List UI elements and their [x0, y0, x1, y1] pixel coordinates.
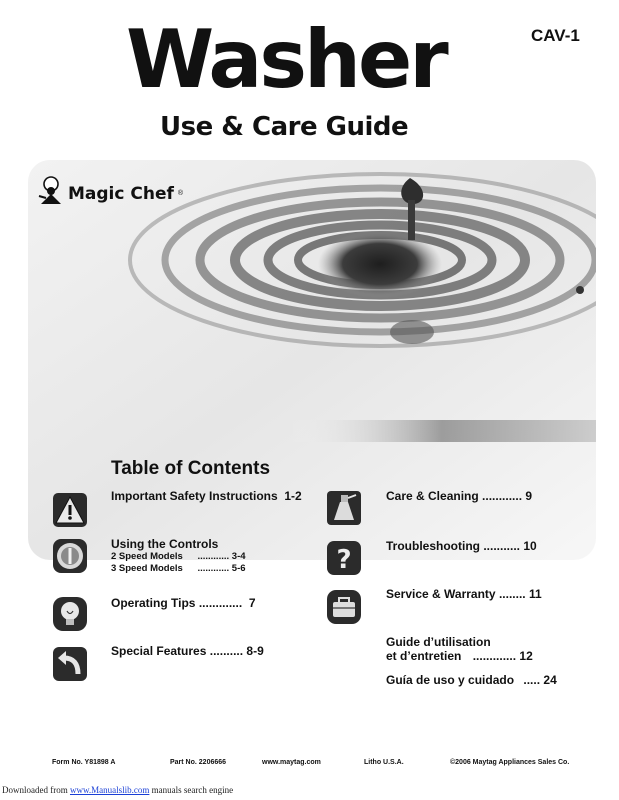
page-title: Washer [126, 13, 446, 106]
toc-entry-care-cleaning[interactable]: Care & Cleaning ............ 9 [386, 489, 533, 503]
footer-website[interactable]: www.maytag.com [262, 759, 321, 766]
toc-entry-safety[interactable]: Important Safety Instructions 1-2 [111, 489, 302, 503]
brand-name: Magic Chef [68, 183, 174, 204]
toc-subentry-3-speed[interactable]: 3 Speed Models ............ 5-6 [111, 563, 246, 574]
page-subtitle: Use & Care Guide [160, 112, 409, 142]
footer-part-number: Part No. 2206666 [170, 759, 227, 766]
toc-subentry-2-speed[interactable]: 2 Speed Models ............ 3-4 [111, 551, 246, 562]
cleaning-spray-icon [326, 490, 362, 526]
toc-entry-troubleshooting[interactable]: Troubleshooting ........... 10 [386, 539, 537, 553]
toolbox-icon [326, 589, 362, 625]
toc-heading: Table of Contents [111, 458, 271, 479]
curved-arrow-icon [52, 646, 88, 682]
brand-logo [38, 176, 183, 211]
toc-entry-special-features[interactable]: Special Features .......... 8-9 [111, 644, 264, 658]
footer-litho: Litho U.S.A. [364, 759, 404, 766]
footer-form-number: Form No. Y81898 A [52, 759, 116, 766]
manualslib-link[interactable]: www.Manualslib.com [69, 785, 150, 795]
question-mark-icon [326, 540, 362, 576]
chef-mascot-icon [38, 176, 64, 211]
lightbulb-icon [52, 596, 88, 632]
download-notice: Downloaded from www.Manualslib.com manuals search engine [2, 785, 234, 795]
toc-entry-service-warranty[interactable]: Service & Warranty ........ 11 [386, 587, 542, 601]
model-number: CAV-1 [531, 26, 580, 45]
footer-copyright: ©2006 Maytag Appliances Sales Co. [450, 759, 570, 766]
control-dial-icon [52, 538, 88, 574]
toc-entry-guide-french[interactable]: Guide d’utilisation et d’entretien ............. 12 [386, 635, 533, 663]
toc-entry-controls[interactable]: Using the Controls 2 Speed Models ............ 3-4 3 Speed Models ............ 5-6 [111, 537, 246, 574]
toc-entry-operating-tips[interactable]: Operating Tips ............. 7 [111, 596, 256, 610]
toc-entry-guide-spanish[interactable]: Guía de uso y cuidado ..... 24 [386, 673, 557, 687]
registered-mark: ® [177, 190, 184, 197]
warning-icon [52, 492, 88, 528]
svg-text:?: ? [336, 545, 352, 575]
